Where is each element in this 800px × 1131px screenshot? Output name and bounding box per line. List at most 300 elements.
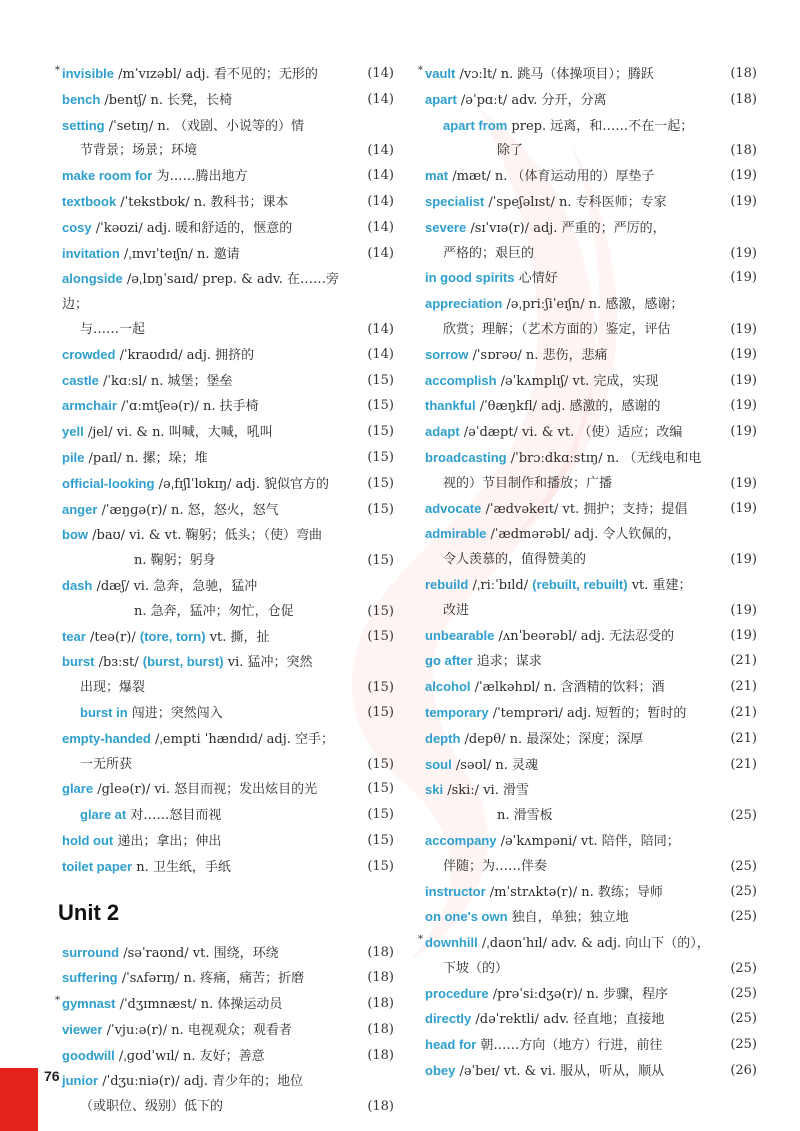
page-reference: (14): [367, 321, 394, 337]
definition: 伴随；为……伴奏: [443, 858, 548, 874]
headword: burst in: [80, 704, 128, 720]
entry-text: [62, 574, 394, 600]
entry-text: [425, 599, 757, 624]
definition: 令人羡慕的，值得赞美的: [443, 552, 587, 568]
vocab-entry: [418, 931, 757, 957]
entry-text: [62, 394, 394, 420]
entry-text: [62, 343, 394, 369]
entry-text: [62, 267, 394, 318]
headword: invitation: [62, 245, 120, 261]
definition: /əˈdæpt/ vi. & vt. （使）适应；改编: [459, 425, 683, 441]
definition: /ˌɪnvɪˈteɪʃn/ n. 邀请: [119, 246, 240, 262]
headword: pile: [62, 449, 85, 465]
entry-text: [425, 905, 757, 931]
vocab-entry: [62, 446, 394, 472]
headword: broadcasting: [425, 449, 507, 465]
star-mark: *: [55, 995, 60, 1007]
vocab-entry: [62, 523, 394, 549]
headword: ski: [425, 782, 444, 798]
page-reference: (18): [367, 944, 394, 960]
entry-text: [62, 242, 394, 268]
vocab-entry: [62, 753, 394, 778]
definition: /əˌpriːʃiˈeɪʃn/ n. 感激，感谢；: [502, 297, 684, 313]
entry-text: [62, 701, 394, 727]
vocab-entry: [425, 982, 757, 1008]
entry-text: [62, 420, 394, 446]
entry-text: [425, 292, 757, 318]
definition: /ˈspeʃəlɪst/ n. 专科医师；专家: [484, 194, 667, 210]
entry-text: [425, 1033, 757, 1059]
entry-text: [425, 1007, 757, 1033]
definition: /vɔːlt/ n. 跳马（体操项目）；腾跃: [455, 67, 654, 82]
vocab-entry: [425, 727, 757, 753]
definition: /ˈæŋɡə(r)/ n. 怒，怒火，怒气: [97, 502, 279, 518]
headword: apart from: [443, 117, 508, 133]
entry-text: [62, 650, 394, 676]
definition: /mˈvɪzəbl/ adj. 看不见的；无形的: [114, 67, 318, 82]
definition: 与……一起: [80, 321, 146, 337]
headword: glare at: [80, 807, 127, 823]
vocab-entry: [62, 803, 394, 829]
entry-text: [425, 266, 757, 292]
vocab-entry: [425, 446, 757, 472]
entry-text: [425, 114, 757, 140]
page-reference: (18): [367, 996, 394, 1012]
entry-text: [425, 497, 757, 523]
definition: n. 滑雪板: [497, 808, 553, 824]
definition: /paɪl/ n. 摞；垛；堆: [84, 450, 208, 466]
definition: /skiː/ vi. 滑雪: [443, 783, 529, 799]
definition: /ˈædvəkeɪt/ vt. 拥护；支持；提倡: [481, 501, 688, 517]
entry-text: [425, 318, 757, 343]
entry-text: [62, 600, 394, 625]
vocab-entry: [62, 829, 394, 855]
headword: suffering: [62, 970, 118, 986]
entry-text: [62, 727, 394, 753]
page-reference: (19): [730, 500, 757, 516]
headword: soul: [425, 756, 452, 772]
page-reference: (15): [367, 858, 394, 874]
definition: /ˈbrɔːdkɑːstɪŋ/ n. （无线电和电: [506, 450, 702, 466]
entry-text: [62, 190, 394, 216]
definition: /bentʃ/ n. 长凳，长椅: [100, 92, 233, 108]
vocab-entry: [425, 1033, 757, 1059]
vocab-entry: [425, 266, 757, 292]
vocab-entry: [425, 624, 757, 650]
entry-text: [425, 446, 757, 472]
headword: junior: [62, 1073, 99, 1089]
definition: /ʌnˈbeərəbl/ adj. 无法忍受的: [494, 628, 675, 644]
headword: thankful: [425, 398, 476, 414]
headword: specialist: [425, 193, 485, 209]
entry-text: [425, 1059, 757, 1085]
entry-text: [425, 880, 757, 906]
headword: appreciation: [425, 296, 503, 312]
headword: downhill: [425, 935, 478, 951]
entry-text: [425, 649, 757, 675]
headword: vault: [425, 66, 456, 81]
page-reference: (21): [730, 679, 757, 695]
entry-text: [62, 216, 394, 242]
entry-text: [62, 753, 394, 778]
page-reference: (14): [367, 346, 394, 362]
vocab-entry: [62, 600, 394, 625]
page-reference: (14): [367, 168, 394, 184]
star-mark: *: [55, 65, 60, 76]
vocab-entry: [62, 343, 394, 369]
definition: /gleə(r)/ vi. 怒目而视；发出炫目的光: [93, 782, 318, 798]
headword: gymnast: [62, 996, 116, 1012]
headword: dash: [62, 577, 93, 593]
entry-text: [425, 573, 757, 599]
entry-text: [425, 753, 757, 779]
page-reference: (19): [730, 245, 757, 261]
headword: tear: [62, 628, 86, 644]
definition: /teə(r)/: [85, 629, 140, 645]
entry-text: [425, 982, 757, 1008]
page-reference: (19): [730, 270, 757, 286]
entry-text: [425, 394, 757, 420]
entry-text: [62, 992, 394, 1018]
headword: severe: [425, 219, 467, 235]
vocab-entry: [62, 727, 394, 753]
vocab-entry: [425, 292, 757, 318]
page-reference: (25): [730, 960, 757, 976]
entry-text: [62, 88, 394, 114]
vocab-entry: [425, 522, 757, 548]
definition: /ˌɡʊdˈwɪl/ n. 友好；善意: [114, 1048, 265, 1064]
page-reference: (19): [730, 168, 757, 184]
entry-text: [62, 139, 394, 164]
page-reference: (15): [367, 372, 394, 388]
vocab-entry: [425, 216, 757, 242]
headword: instructor: [425, 883, 486, 899]
vocab-entry: [62, 420, 394, 446]
vocab-entry: [62, 267, 394, 318]
vocab-entry: [62, 190, 394, 216]
vocab-entry: [425, 905, 757, 931]
entry-text: [425, 216, 757, 242]
headword: goodwill: [62, 1047, 115, 1063]
vocab-entry: [62, 1018, 394, 1044]
page-reference: (19): [730, 398, 757, 414]
entry-text: [62, 1069, 394, 1095]
definition: /ˈsʌfərɪŋ/ n. 疼痛，痛苦；折磨: [117, 971, 305, 987]
vocab-entry: [55, 62, 394, 88]
headword: advocate: [425, 500, 482, 516]
entry-text: [425, 548, 757, 573]
definition: 欣赏；理解；（艺术方面的）鉴定，评估: [443, 321, 671, 337]
headword: anger: [62, 501, 98, 517]
definition: /ˈsetɪŋ/ n. （戏剧、小说等的）情: [104, 118, 304, 134]
vocab-entry: [62, 549, 394, 574]
headword: apart: [425, 91, 457, 107]
entry-text: [62, 941, 394, 967]
entry-text: [425, 701, 757, 727]
entry-text: [425, 88, 757, 114]
definition: 下坡（的）: [443, 960, 509, 976]
definition: /ˌempti ˈhændɪd/ adj. 空手；: [150, 731, 335, 747]
definition: /ˈdʒɪmnæst/ n. 体操运动员: [115, 997, 283, 1013]
headword: procedure: [425, 985, 489, 1001]
page-reference: (19): [730, 602, 757, 618]
page-reference: (18): [367, 1047, 394, 1063]
page-reference: (15): [367, 398, 394, 414]
unit-heading: Unit 2: [58, 899, 120, 925]
headword: obey: [425, 1063, 456, 1079]
vocab-entry: [425, 778, 757, 804]
definition: /prəˈsiːdʒə(r)/ n. 步骤，程序: [488, 986, 668, 1002]
page-reference: (18): [730, 143, 757, 159]
entry-text: [425, 62, 757, 88]
definition: /mˈstrʌktə(r)/ n. 教练；导师: [485, 884, 663, 900]
page-reference: (18): [730, 91, 757, 107]
vocab-entry: [62, 318, 394, 343]
entry-text: [62, 803, 394, 829]
entry-text: [425, 675, 757, 701]
entry-text: [62, 369, 394, 395]
vocab-entry: [425, 573, 757, 599]
headword: unbearable: [425, 627, 495, 643]
entry-text: [62, 446, 394, 472]
definition: /jel/ vi. & n. 叫喊，大喊，吼叫: [83, 425, 273, 441]
headword: invisible: [62, 66, 115, 81]
star-mark: *: [418, 934, 423, 946]
definition: 除了: [497, 143, 524, 159]
entry-text: [62, 318, 394, 343]
vocab-entry: [62, 88, 394, 114]
entry-text: [425, 472, 757, 497]
headword: on one's own: [425, 909, 508, 925]
headword: bench: [62, 91, 101, 107]
page-reference: (15): [367, 756, 394, 772]
definition: /ˈtemprəri/ adj. 短暂的；暂时的: [488, 705, 687, 721]
vocab-entry: [425, 649, 757, 675]
page-reference: (15): [367, 832, 394, 848]
entry-text: [425, 931, 757, 957]
entry-text: [425, 624, 757, 650]
star-mark: *: [418, 65, 423, 76]
definition: prep. 远离，和……不在一起；: [507, 118, 694, 134]
entry-text: [425, 855, 757, 880]
page-reference: (19): [730, 475, 757, 491]
vocab-entry: [425, 242, 757, 267]
headword: adapt: [425, 424, 460, 440]
definition: /baʊ/ vi. & vt. 鞠躬；低头；（使）弯曲: [88, 528, 322, 544]
page-reference: (19): [730, 321, 757, 337]
definition: /əˈbeɪ/ vt. & vi. 服从，听从，顺从: [455, 1064, 665, 1080]
vocab-entry: [62, 1044, 394, 1070]
right-column: [418, 62, 757, 1085]
definition: 严格的；艰巨的: [443, 245, 535, 261]
page-reference: (19): [730, 627, 757, 643]
headword: glare: [62, 781, 94, 797]
headword: yell: [62, 424, 84, 440]
definition: /dæʃ/ vi. 急奔，急驰，猛冲: [92, 578, 258, 594]
vocab-entry: [62, 394, 394, 420]
headword: accomplish: [425, 372, 497, 388]
vocab-entry: [425, 369, 757, 395]
definition: /ˌriːˈbɪld/: [468, 577, 533, 593]
headword: temporary: [425, 704, 489, 720]
vocab-entry: [425, 804, 757, 829]
vocab-entry: [425, 190, 757, 216]
page-reference: (15): [367, 553, 394, 569]
definition: 出现；爆裂: [80, 680, 146, 696]
page-reference: (15): [367, 424, 394, 440]
entry-text: [425, 369, 757, 395]
vocab-entry: [62, 625, 394, 651]
page-reference: (21): [730, 653, 757, 669]
entry-text: [62, 549, 394, 574]
definition-tail: vt. 撕，扯: [205, 629, 270, 645]
headword: rebuild: [425, 576, 469, 592]
vocab-entry: [425, 880, 757, 906]
definition: /ˈsɒrəʊ/ n. 悲伤，悲痛: [468, 347, 608, 363]
page-reference: (15): [367, 704, 394, 720]
page-reference: (15): [367, 603, 394, 619]
definition: /ˈkɑːsl/ n. 城堡；堡垒: [98, 373, 233, 389]
verb-forms: (tore, torn): [139, 628, 206, 644]
vocab-entry: [62, 139, 394, 164]
vocab-entry: [62, 966, 394, 992]
definition: /əˌlɒŋˈsaɪd/ prep. & adv. 在……旁边；: [62, 272, 339, 313]
page-reference: (25): [730, 808, 757, 824]
definition: /ˈtekstbʊk/ n. 教科书；课本: [116, 194, 289, 210]
vocab-entry: [55, 992, 394, 1018]
page-reference: (18): [367, 1021, 394, 1037]
headword: mat: [425, 168, 449, 184]
definition: 对……怒目而视: [126, 808, 222, 824]
entry-text: [425, 522, 757, 548]
headword: empty-handed: [62, 730, 151, 746]
definition: /mæt/ n. （体育运动用的）厚垫子: [448, 169, 655, 185]
entry-text: [62, 498, 394, 524]
page-reference: (14): [367, 219, 394, 235]
entry-text: [62, 625, 394, 651]
page-reference: (14): [367, 66, 394, 81]
entry-text: [425, 957, 757, 982]
vocab-entry: [62, 574, 394, 600]
definition: 改进: [443, 602, 470, 618]
headword: head for: [425, 1037, 477, 1053]
definition: /ˈdʒuːniə(r)/ adj. 青少年的；地位: [98, 1074, 304, 1090]
definition: /ˈædmərəbl/ adj. 令人钦佩的，: [486, 527, 681, 543]
vocab-entry: [62, 777, 394, 803]
page-reference: (25): [730, 1037, 757, 1053]
headword: bow: [62, 527, 88, 543]
definition: n. 鞠躬；躬身: [134, 553, 216, 569]
vocab-entry: [425, 829, 757, 855]
vocab-entry: [425, 675, 757, 701]
definition: /ˈkəʊzi/ adj. 暖和舒适的，惬意的: [91, 220, 293, 236]
vocab-entry: [425, 343, 757, 369]
page-reference: (25): [730, 883, 757, 899]
page-reference: (25): [730, 1011, 757, 1027]
definition: 视的）节目制作和播放；广播: [443, 475, 613, 491]
vocab-entry: [425, 114, 757, 140]
headword: textbook: [62, 193, 117, 209]
page-reference: (15): [367, 807, 394, 823]
entry-text: [425, 164, 757, 190]
definition: 朝……方向（地方）行进，前往: [476, 1038, 663, 1054]
page-reference: (25): [730, 985, 757, 1001]
definition: /əˈpɑːt/ adv. 分开，分离: [456, 92, 607, 108]
page-reference: (19): [730, 193, 757, 209]
vocab-entry: [425, 472, 757, 497]
headword: crowded: [62, 346, 116, 362]
page-reference: (18): [367, 970, 394, 986]
vocab-entry: [62, 216, 394, 242]
entry-text: [62, 472, 394, 498]
definition-tail: vt. 重建；: [627, 577, 692, 593]
definition: /ˌdaʊnˈhɪl/ adv. & adj. 向山下（的），: [477, 936, 710, 952]
page-reference: (15): [367, 781, 394, 797]
headword: cosy: [62, 219, 92, 235]
vocab-entry: [425, 139, 757, 164]
entry-text: [62, 1018, 394, 1044]
vocab-entry: [62, 941, 394, 967]
vocab-entry: [425, 88, 757, 114]
headword: alongside: [62, 271, 123, 287]
vocab-entry: [62, 498, 394, 524]
vocab-entry: [62, 472, 394, 498]
vocab-entry: [62, 1069, 394, 1095]
page-reference: (14): [367, 143, 394, 159]
entry-text: [425, 420, 757, 446]
entry-text: [62, 62, 394, 88]
entry-text: [425, 727, 757, 753]
definition: /ˈkraʊdɪd/ adj. 拥挤的: [115, 347, 255, 363]
definition: /ˈvjuːə(r)/ n. 电视观众；观看者: [102, 1022, 292, 1038]
page-reference: (19): [730, 552, 757, 568]
entry-text: [62, 1044, 394, 1070]
vocab-entry: [62, 114, 394, 140]
entry-text: [425, 778, 757, 804]
entry-text: [62, 829, 394, 855]
headword: admirable: [425, 526, 487, 542]
vocab-entry: [62, 855, 394, 881]
definition: n. 急奔，猛冲；匆忙，仓促: [134, 603, 294, 619]
vocab-entry: [425, 1059, 757, 1085]
corner-tab: [0, 1068, 38, 1131]
left-column: [55, 62, 394, 1120]
headword: in good spirits: [425, 270, 515, 286]
vocab-entry: [425, 1007, 757, 1033]
entry-text: [62, 114, 394, 140]
vocab-entry: [62, 701, 394, 727]
definition: 一无所获: [80, 756, 133, 772]
definition: /ˈælkəhɒl/ n. 含酒精的饮料；酒: [470, 680, 665, 696]
definition: 追求；谋求: [472, 654, 542, 670]
page-reference: (15): [367, 501, 394, 517]
definition: 闯进；突然闯入: [127, 705, 223, 721]
vocab-entry: [425, 599, 757, 624]
vocab-entry: [425, 855, 757, 880]
entry-text: [62, 1095, 394, 1120]
vocab-entry: [425, 164, 757, 190]
page-reference: (19): [730, 372, 757, 388]
definition: /depθ/ n. 最深处；深度；深厚: [460, 731, 644, 747]
page-reference: (21): [730, 730, 757, 746]
page-reference: (15): [367, 475, 394, 491]
vocab-entry: [62, 164, 394, 190]
page-reference: (15): [367, 628, 394, 644]
headword: make room for: [62, 168, 153, 184]
entry-text: [62, 676, 394, 701]
entry-text: [62, 777, 394, 803]
entry-text: [62, 966, 394, 992]
